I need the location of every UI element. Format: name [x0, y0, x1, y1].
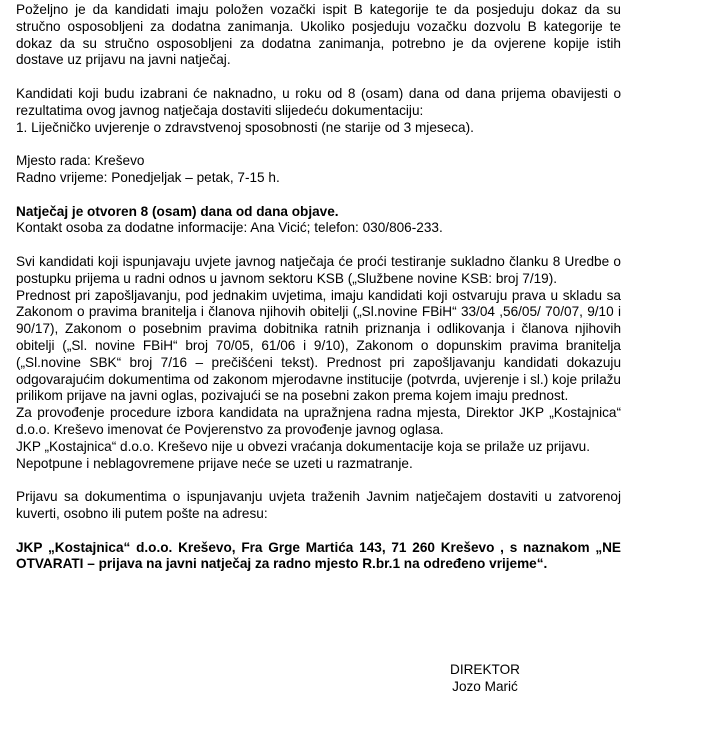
signature-title: DIREKTOR	[450, 662, 520, 677]
incomplete-paragraph: Nepotpune i neblagovremene prijave neće se uzeti u razmatranje.	[16, 455, 413, 471]
required-document-item: 1. Liječničko uvjerenje o zdravstvenoj sposobnosti (ne starije od 3 mjeseca).	[16, 119, 474, 135]
priority-paragraph: Prednost pri zapošljavanju, pod jednakim uvjetima, imaju kandidati koji ostvaruju prava u skladu sa Zakonom o pravima branitelja i članova njihovih obitelji („Sl.novine FBiH“ 33/04 ,56/05/ 70/07, 9/10 i 90/17), Zakonom o posebnim pravima dobitnika ratnih priznanja i odlikovanja i članova njihovih obitelji („Sl. novine FBiH“ broj 70/05, 61/06 i 9/10), Zakonom o dopunskim pravima branitelja („Sl.novine SBK“ broj 7/16 – prečišćeni tekst). Prednost pri zapošljavanju kandidati dokazuju odgovarajućim dokumentima od zakonom mjerodavne institucije (potvrda, uvjerenje i sl.) koje prilažu prilikom prijave na javni oglas, pozivajući se na posebni zakon prema kojem imaju prednost.	[16, 287, 621, 404]
document-body	[16, 2, 621, 573]
signature-name: Jozo Marić	[452, 678, 518, 694]
deadline-notice: Natječaj je otvoren 8 (osam) dana od dana objave.	[16, 203, 339, 219]
submission-address: JKP „Kostajnica“ d.o.o. Kreševo, Fra Grge Martića 143, 71 260 Kreševo , s naznakom „NE OTVARATI – prijava na javni natječaj za radno mjesto R.br.1 na određeno vrijeme“.	[16, 539, 621, 572]
submission-paragraph: Prijavu sa dokumentima o ispunjavanju uvjeta traženih Javnim natječajem dostaviti u zatvorenoj kuverti, osobno ili putem pošte na adresu:	[16, 489, 621, 521]
intro-paragraph: Poželjno je da kandidati imaju položen vozački ispit B kategorije te da posjeduju dokaz da su stručno osposobljeni za dodatna zanimanja. Ukoliko posjeduju vozačku dozvolu B kategorije te dokaz da su stručno osposobljeni za dodatna zanimanja, potrebno je da ovjerene kopije istih dostave uz prijavu na javni natječaj.	[16, 2, 621, 68]
selection-paragraph: Kandidati koji budu izabrani će naknadno, u roku od 8 (osam) dana od dana prijema obavijesti o rezultatima ovog javnog natječaja dostaviti slijedeću dokumentaciju:	[16, 85, 621, 118]
work-hours: Radno vrijeme: Ponedjeljak – petak, 7-15 h.	[16, 169, 280, 185]
no-return-paragraph: JKP „Kostajnica“ d.o.o. Kreševo nije u obvezi vraćanja dokumentacije koja se prilaže uz prijavu.	[16, 438, 591, 454]
testing-paragraph: Svi kandidati koji ispunjavaju uvjete javnog natječaja će proći testiranje sukladno članku 8 Uredbe o postupku prijema u radni odnos u javnom sektoru KSB („Službene novine KSB: broj 7/19).	[16, 253, 621, 286]
commission-paragraph: Za provođenje procedure izbora kandidata na upražnjena radna mjesta, Direktor JKP „Kostajnica“ d.o.o. Kreševo imenovat će Povjerenstvo za provođenje javnog oglasa.	[16, 405, 621, 437]
work-place: Mjesto rada: Kreševo	[16, 153, 145, 169]
signature-block	[430, 662, 540, 696]
contact-info: Kontakt osoba za dodatne informacije: Ana Vicić; telefon: 030/806-233.	[16, 220, 443, 236]
